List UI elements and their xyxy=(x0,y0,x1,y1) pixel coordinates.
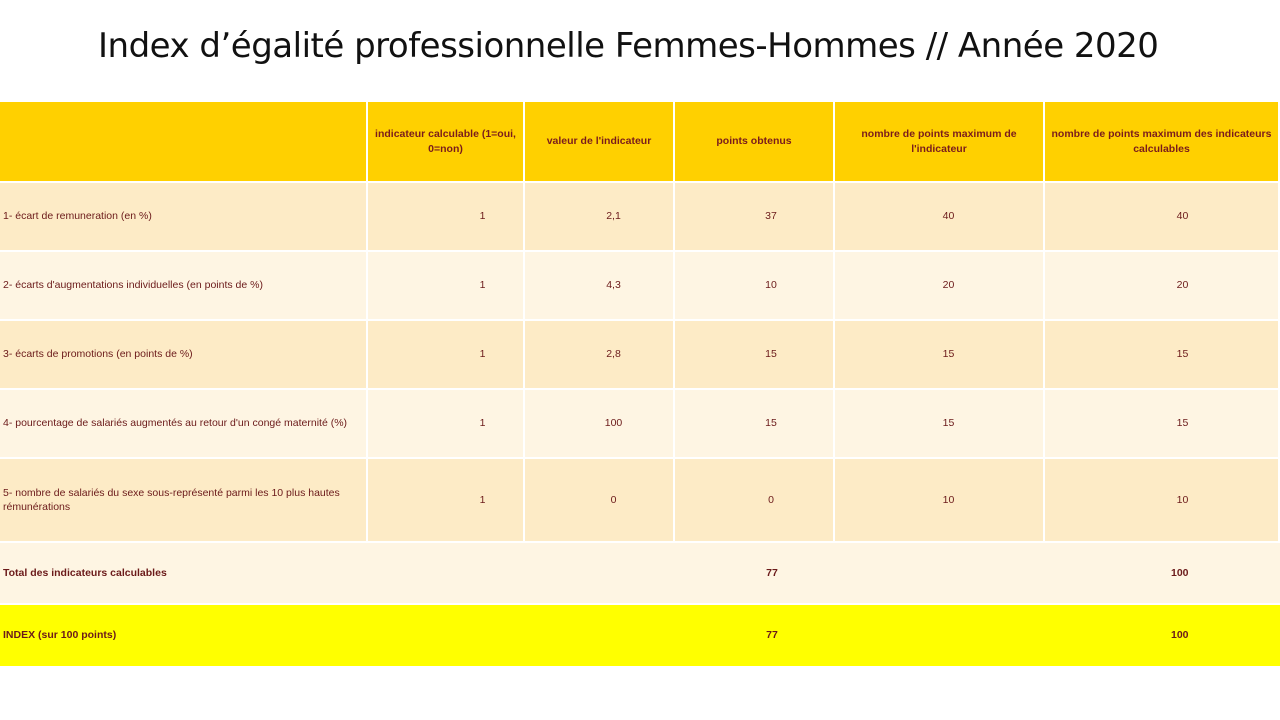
header-cell-max-calculable: nombre de points maximum des indicateurs calculables xyxy=(1045,102,1280,183)
row-label: 2- écarts d'augmentations individuelles (en points de %) xyxy=(0,252,368,321)
index-max-value: 100 xyxy=(1171,629,1189,642)
index-points: 77 xyxy=(675,605,835,668)
cell-max-calculable: 20 xyxy=(1045,252,1280,321)
cell-points: 0 xyxy=(675,459,835,543)
cell-max-calculable: 15 xyxy=(1045,390,1280,459)
total-points: 77 xyxy=(675,543,835,605)
cell-calculable: 1 xyxy=(368,321,525,390)
cell-calculable: 1 xyxy=(368,390,525,459)
total-max xyxy=(835,543,1280,605)
cell-max-indicator: 10 xyxy=(835,459,1045,543)
cell-calculable: 1 xyxy=(368,183,525,252)
header-cell-calculable: indicateur calculable (1=oui, 0=non) xyxy=(368,102,525,183)
cell-points: 15 xyxy=(675,390,835,459)
header-cell-max-indicator: nombre de points maximum de l'indicateur xyxy=(835,102,1045,183)
cell-max-calculable: 40 xyxy=(1045,183,1280,252)
header-cell-points: points obtenus xyxy=(675,102,835,183)
cell-points: 10 xyxy=(675,252,835,321)
cell-value: 2,1 xyxy=(525,183,675,252)
total-label: Total des indicateurs calculables xyxy=(0,543,675,605)
index-label: INDEX (sur 100 points) xyxy=(0,605,675,668)
cell-max-indicator: 40 xyxy=(835,183,1045,252)
cell-max-indicator: 15 xyxy=(835,321,1045,390)
index-max xyxy=(835,605,1280,668)
header-cell-empty xyxy=(0,102,368,183)
header-cell-value: valeur de l'indicateur xyxy=(525,102,675,183)
total-max-value: 100 xyxy=(1171,566,1189,579)
row-label: 3- écarts de promotions (en points de %) xyxy=(0,321,368,390)
row-label: 5- nombre de salariés du sexe sous-représenté parmi les 10 plus hautes rémunérations xyxy=(0,459,368,543)
cell-max-calculable: 15 xyxy=(1045,321,1280,390)
row-label: 4- pourcentage de salariés augmentés au retour d'un congé maternité (%) xyxy=(0,390,368,459)
cell-points: 15 xyxy=(675,321,835,390)
cell-max-indicator: 15 xyxy=(835,390,1045,459)
cell-calculable: 1 xyxy=(368,252,525,321)
cell-max-calculable: 10 xyxy=(1045,459,1280,543)
cell-calculable: 1 xyxy=(368,459,525,543)
row-label: 1- écart de remuneration (en %) xyxy=(0,183,368,252)
cell-value: 100 xyxy=(525,390,675,459)
indicators-table xyxy=(0,102,1280,668)
cell-points: 37 xyxy=(675,183,835,252)
cell-value: 4,3 xyxy=(525,252,675,321)
cell-value: 2,8 xyxy=(525,321,675,390)
cell-value: 0 xyxy=(525,459,675,543)
page-title: Index d’égalité professionnelle Femmes-Hommes // Année 2020 xyxy=(98,26,1159,66)
cell-max-indicator: 20 xyxy=(835,252,1045,321)
